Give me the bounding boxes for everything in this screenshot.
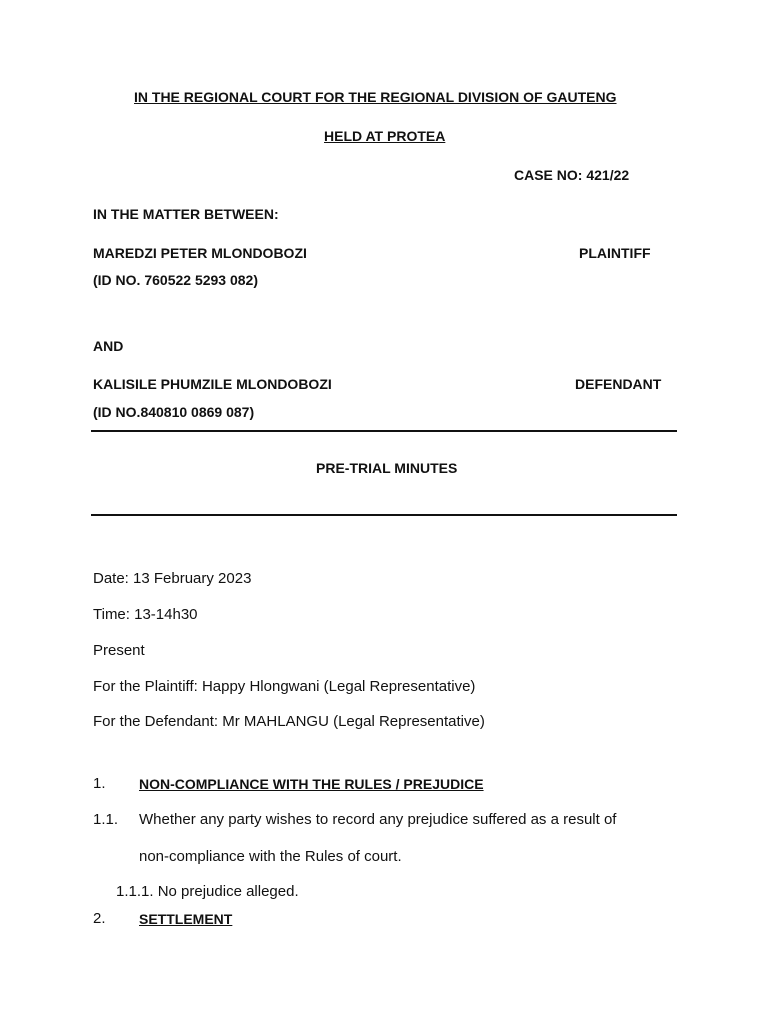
defendant-id: (ID NO.840810 0869 087) bbox=[93, 404, 255, 420]
section-1-number: 1. bbox=[93, 775, 106, 792]
and-label: AND bbox=[93, 338, 124, 354]
date-line: Date: 13 February 2023 bbox=[93, 570, 252, 587]
court-heading: IN THE REGIONAL COURT FOR THE REGIONAL DIVISION OF GAUTENG bbox=[134, 89, 617, 105]
section-1-1-text-line-2: non-compliance with the Rules of court. bbox=[139, 848, 402, 865]
document-title: PRE-TRIAL MINUTES bbox=[316, 460, 458, 476]
time-line: Time: 13-14h30 bbox=[93, 606, 198, 623]
held-at-heading: HELD AT PROTEA bbox=[324, 128, 446, 144]
section-1-1-number: 1.1. bbox=[93, 811, 119, 828]
plaintiff-rep-line: For the Plaintiff: Happy Hlongwani (Legal Representative) bbox=[93, 678, 476, 695]
section-2-number: 2. bbox=[93, 910, 106, 927]
section-1-1-1: 1.1.1. No prejudice alleged. bbox=[116, 883, 299, 900]
section-1-title: NON-COMPLIANCE WITH THE RULES / PREJUDICE bbox=[139, 776, 484, 792]
defendant-role: DEFENDANT bbox=[575, 376, 662, 392]
bottom-divider bbox=[91, 514, 677, 516]
plaintiff-role: PLAINTIFF bbox=[579, 245, 651, 261]
matter-between: IN THE MATTER BETWEEN: bbox=[93, 206, 279, 222]
plaintiff-id: (ID NO. 760522 5293 082) bbox=[93, 272, 258, 288]
section-1-1-text-line-1: Whether any party wishes to record any prejudice suffered as a result of bbox=[139, 811, 617, 828]
case-number: CASE NO: 421/22 bbox=[514, 167, 630, 183]
defendant-name: KALISILE PHUMZILE MLONDOBOZI bbox=[93, 376, 332, 392]
top-divider bbox=[91, 430, 677, 432]
defendant-rep-line: For the Defendant: Mr MAHLANGU (Legal Representative) bbox=[93, 713, 485, 730]
plaintiff-name: MAREDZI PETER MLONDOBOZI bbox=[93, 245, 307, 261]
present-line: Present bbox=[93, 642, 145, 659]
section-2-title: SETTLEMENT bbox=[139, 911, 233, 927]
